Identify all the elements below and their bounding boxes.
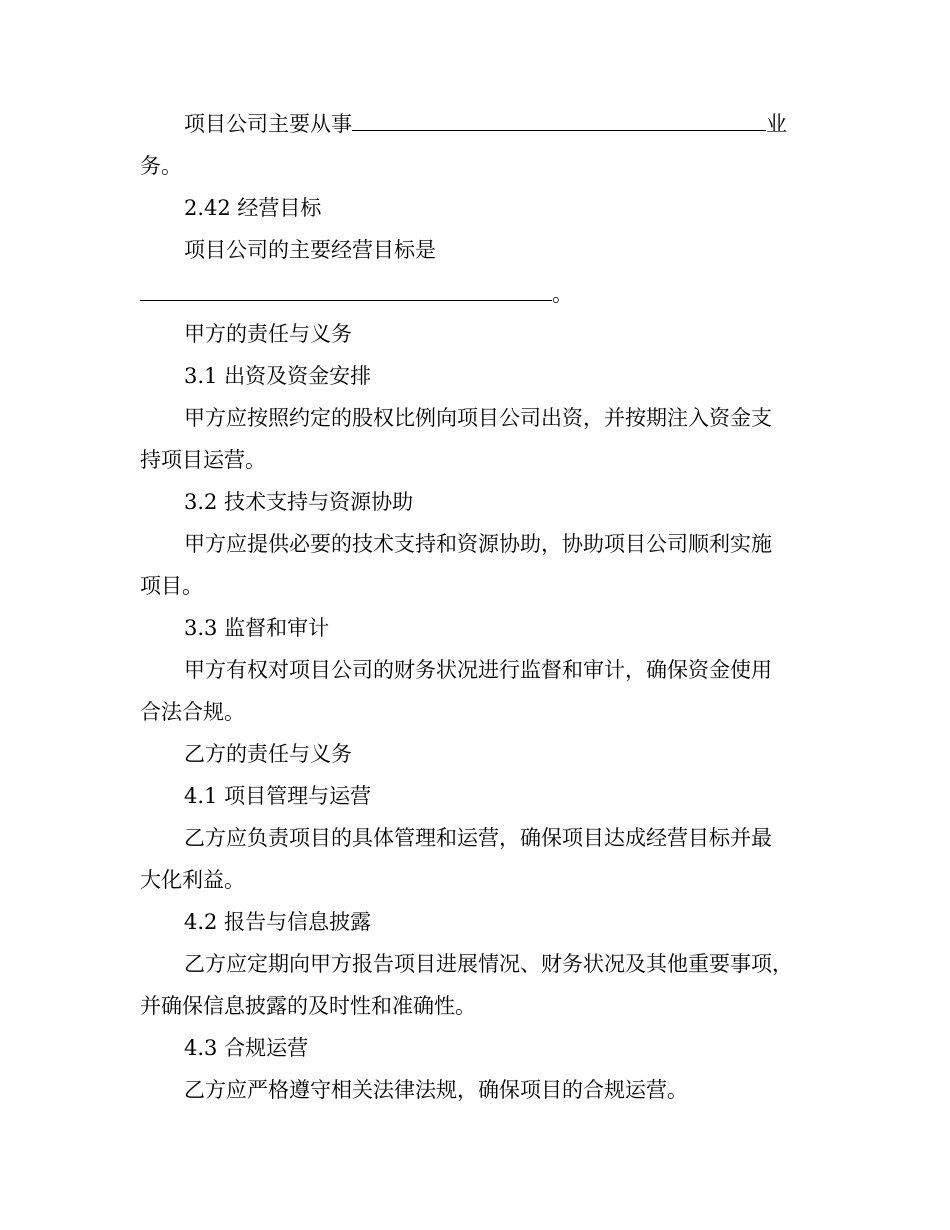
paragraph-line bbox=[140, 698, 245, 726]
paragraph-line bbox=[184, 824, 772, 852]
text-run: 乙方应定期向甲方报告项目进展情况、财务状况及其他重要事项， bbox=[184, 952, 793, 976]
text-run: 甲方应提供必要的技术支持和资源协助，协助项目公司顺利实施 bbox=[184, 532, 772, 556]
text-run: 3.3 监督和审计 bbox=[184, 616, 330, 640]
paragraph-line bbox=[184, 656, 772, 684]
text-run: 项目。 bbox=[140, 574, 203, 598]
text-run: 乙方应严格遵守相关法律法规，确保项目的合规运营。 bbox=[184, 1078, 688, 1102]
paragraph-line bbox=[140, 992, 476, 1020]
paragraph-line bbox=[140, 152, 182, 180]
section-heading bbox=[184, 782, 371, 810]
text-run: 大化利益。 bbox=[140, 868, 245, 892]
paragraph-line bbox=[140, 572, 203, 600]
section-heading bbox=[184, 488, 413, 516]
text-run: 项目公司主要从事 bbox=[184, 112, 352, 136]
text-run: 4.3 合规运营 bbox=[184, 1036, 309, 1060]
text-run: 甲方有权对项目公司的财务状况进行监督和审计，确保资金使用 bbox=[184, 658, 772, 682]
section-heading bbox=[184, 614, 329, 642]
paragraph-line bbox=[140, 446, 266, 474]
section-heading bbox=[184, 740, 352, 768]
paragraph-line bbox=[184, 236, 436, 264]
section-heading bbox=[184, 1034, 308, 1062]
paragraph-line bbox=[184, 404, 772, 432]
paragraph-line bbox=[184, 1076, 688, 1104]
text-run: 持项目运营。 bbox=[140, 448, 266, 472]
text-run: 乙方应负责项目的具体管理和运营，确保项目达成经营目标并最 bbox=[184, 826, 772, 850]
section-heading bbox=[184, 194, 321, 222]
text-run: 合法合规。 bbox=[140, 700, 245, 724]
text-run: 。 bbox=[552, 282, 573, 306]
text-run: 甲方的责任与义务 bbox=[184, 322, 352, 346]
text-run: 2.42 经营目标 bbox=[184, 196, 322, 220]
fill-in-blank-line bbox=[352, 110, 766, 131]
section-heading bbox=[184, 362, 371, 390]
text-run: 4.1 项目管理与运营 bbox=[184, 784, 372, 808]
paragraph-line bbox=[184, 530, 772, 558]
text-run: 乙方的责任与义务 bbox=[184, 742, 352, 766]
paragraph-line bbox=[140, 280, 573, 308]
fill-in-blank-line bbox=[140, 280, 552, 301]
text-run: 项目公司的主要经营目标是 bbox=[184, 238, 436, 262]
text-run: 甲方应按照约定的股权比例向项目公司出资，并按期注入资金支 bbox=[184, 406, 772, 430]
paragraph-line bbox=[184, 110, 787, 138]
paragraph-line bbox=[140, 866, 245, 894]
section-heading bbox=[184, 320, 352, 348]
section-heading bbox=[184, 908, 371, 936]
text-run: 业 bbox=[766, 112, 787, 136]
text-run: 并确保信息披露的及时性和准确性。 bbox=[140, 994, 476, 1018]
paragraph-line bbox=[184, 950, 793, 978]
text-run: 4.2 报告与信息披露 bbox=[184, 910, 372, 934]
text-run: 务。 bbox=[140, 154, 182, 178]
text-run: 3.2 技术支持与资源协助 bbox=[184, 490, 414, 514]
text-run: 3.1 出资及资金安排 bbox=[184, 364, 372, 388]
